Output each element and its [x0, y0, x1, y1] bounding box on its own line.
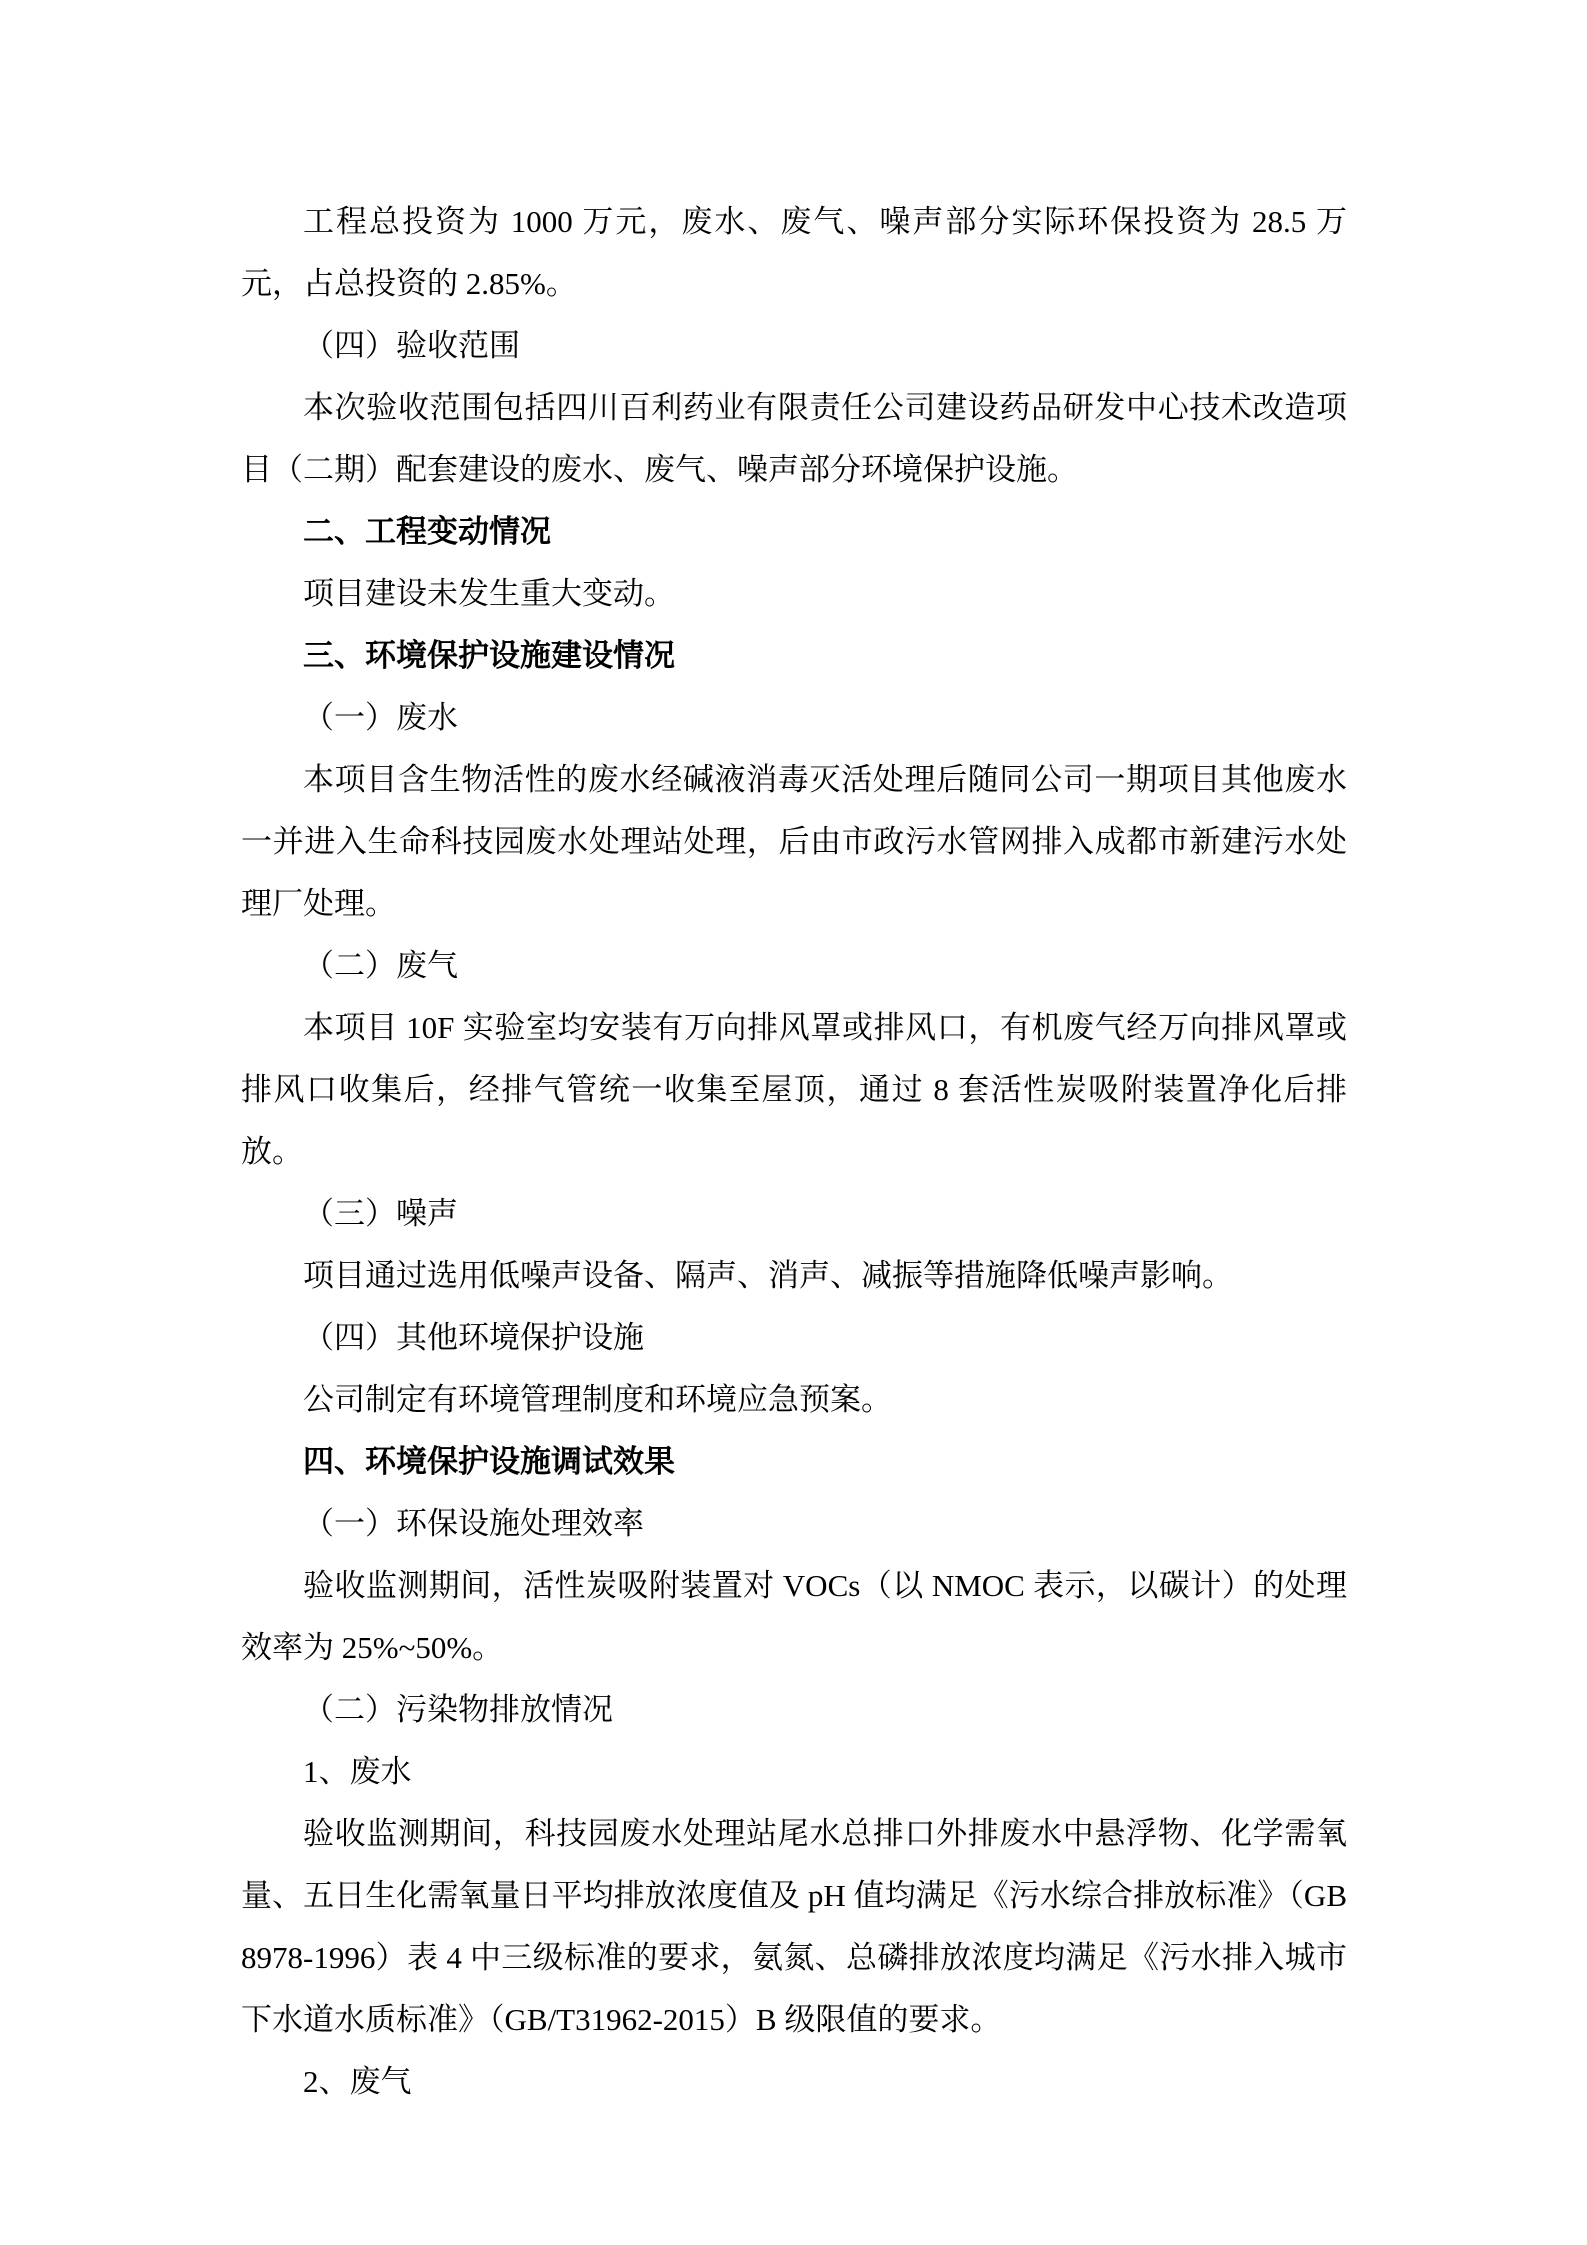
body-paragraph: （一）环保设施处理效率 — [303, 1506, 644, 1541]
body-paragraph: 验收监测期间，活性炭吸附装置对 VOCs（以 NMOC 表示，以碳计）的处理效率为 25%~50%。 — [241, 1568, 1347, 1665]
body-paragraph: 2、废气 — [303, 2064, 412, 2099]
body-paragraph: （四）其他环境保护设施 — [303, 1320, 644, 1355]
body-paragraph: （二）废气 — [303, 948, 458, 983]
body-paragraph: 项目建设未发生重大变动。 — [303, 576, 675, 611]
document-body — [241, 191, 1347, 2113]
body-paragraph: 公司制定有环境管理制度和环境应急预案。 — [303, 1382, 892, 1417]
body-paragraph: 本项目含生物活性的废水经碱液消毒灭活处理后随同公司一期项目其他废水一并进入生命科技园废水处理站处理，后由市政污水管网排入成都市新建污水处理厂处理。 — [241, 762, 1347, 921]
section-heading-paragraph: 二、工程变动情况 — [303, 514, 551, 549]
body-paragraph: 工程总投资为 1000 万元，废水、废气、噪声部分实际环保投资为 28.5 万元，占总投资的 2.85%。 — [241, 204, 1347, 301]
section-heading-paragraph: 三、环境保护设施建设情况 — [303, 638, 675, 673]
body-paragraph: 本次验收范围包括四川百利药业有限责任公司建设药品研发中心技术改造项目（二期）配套建设的废水、废气、噪声部分环境保护设施。 — [241, 390, 1347, 487]
body-paragraph: （三）噪声 — [303, 1196, 458, 1231]
body-paragraph: 验收监测期间，科技园废水处理站尾水总排口外排废水中悬浮物、化学需氧量、五日生化需氧量日平均排放浓度值及 pH 值均满足《污水综合排放标准》（GB8978-1996）表 4 中三级标准的要求，氨氮、总磷排放浓度均满足《污水排入城市下水道水质标准》（GB/T31962-2015）B 级限值的要求。 — [241, 1816, 1347, 2037]
body-paragraph: （一）废水 — [303, 700, 458, 735]
section-heading-paragraph: 四、环境保护设施调试效果 — [303, 1444, 675, 1479]
body-paragraph: 本项目 10F 实验室均安装有万向排风罩或排风口，有机废气经万向排风罩或排风口收集后，经排气管统一收集至屋顶，通过 8 套活性炭吸附装置净化后排放。 — [241, 1010, 1347, 1169]
body-paragraph: （四）验收范围 — [303, 328, 520, 363]
body-paragraph: 1、废水 — [303, 1754, 412, 1789]
body-paragraph: 项目通过选用低噪声设备、隔声、消声、减振等措施降低噪声影响。 — [303, 1258, 1233, 1293]
body-paragraph: （二）污染物排放情况 — [303, 1692, 613, 1727]
